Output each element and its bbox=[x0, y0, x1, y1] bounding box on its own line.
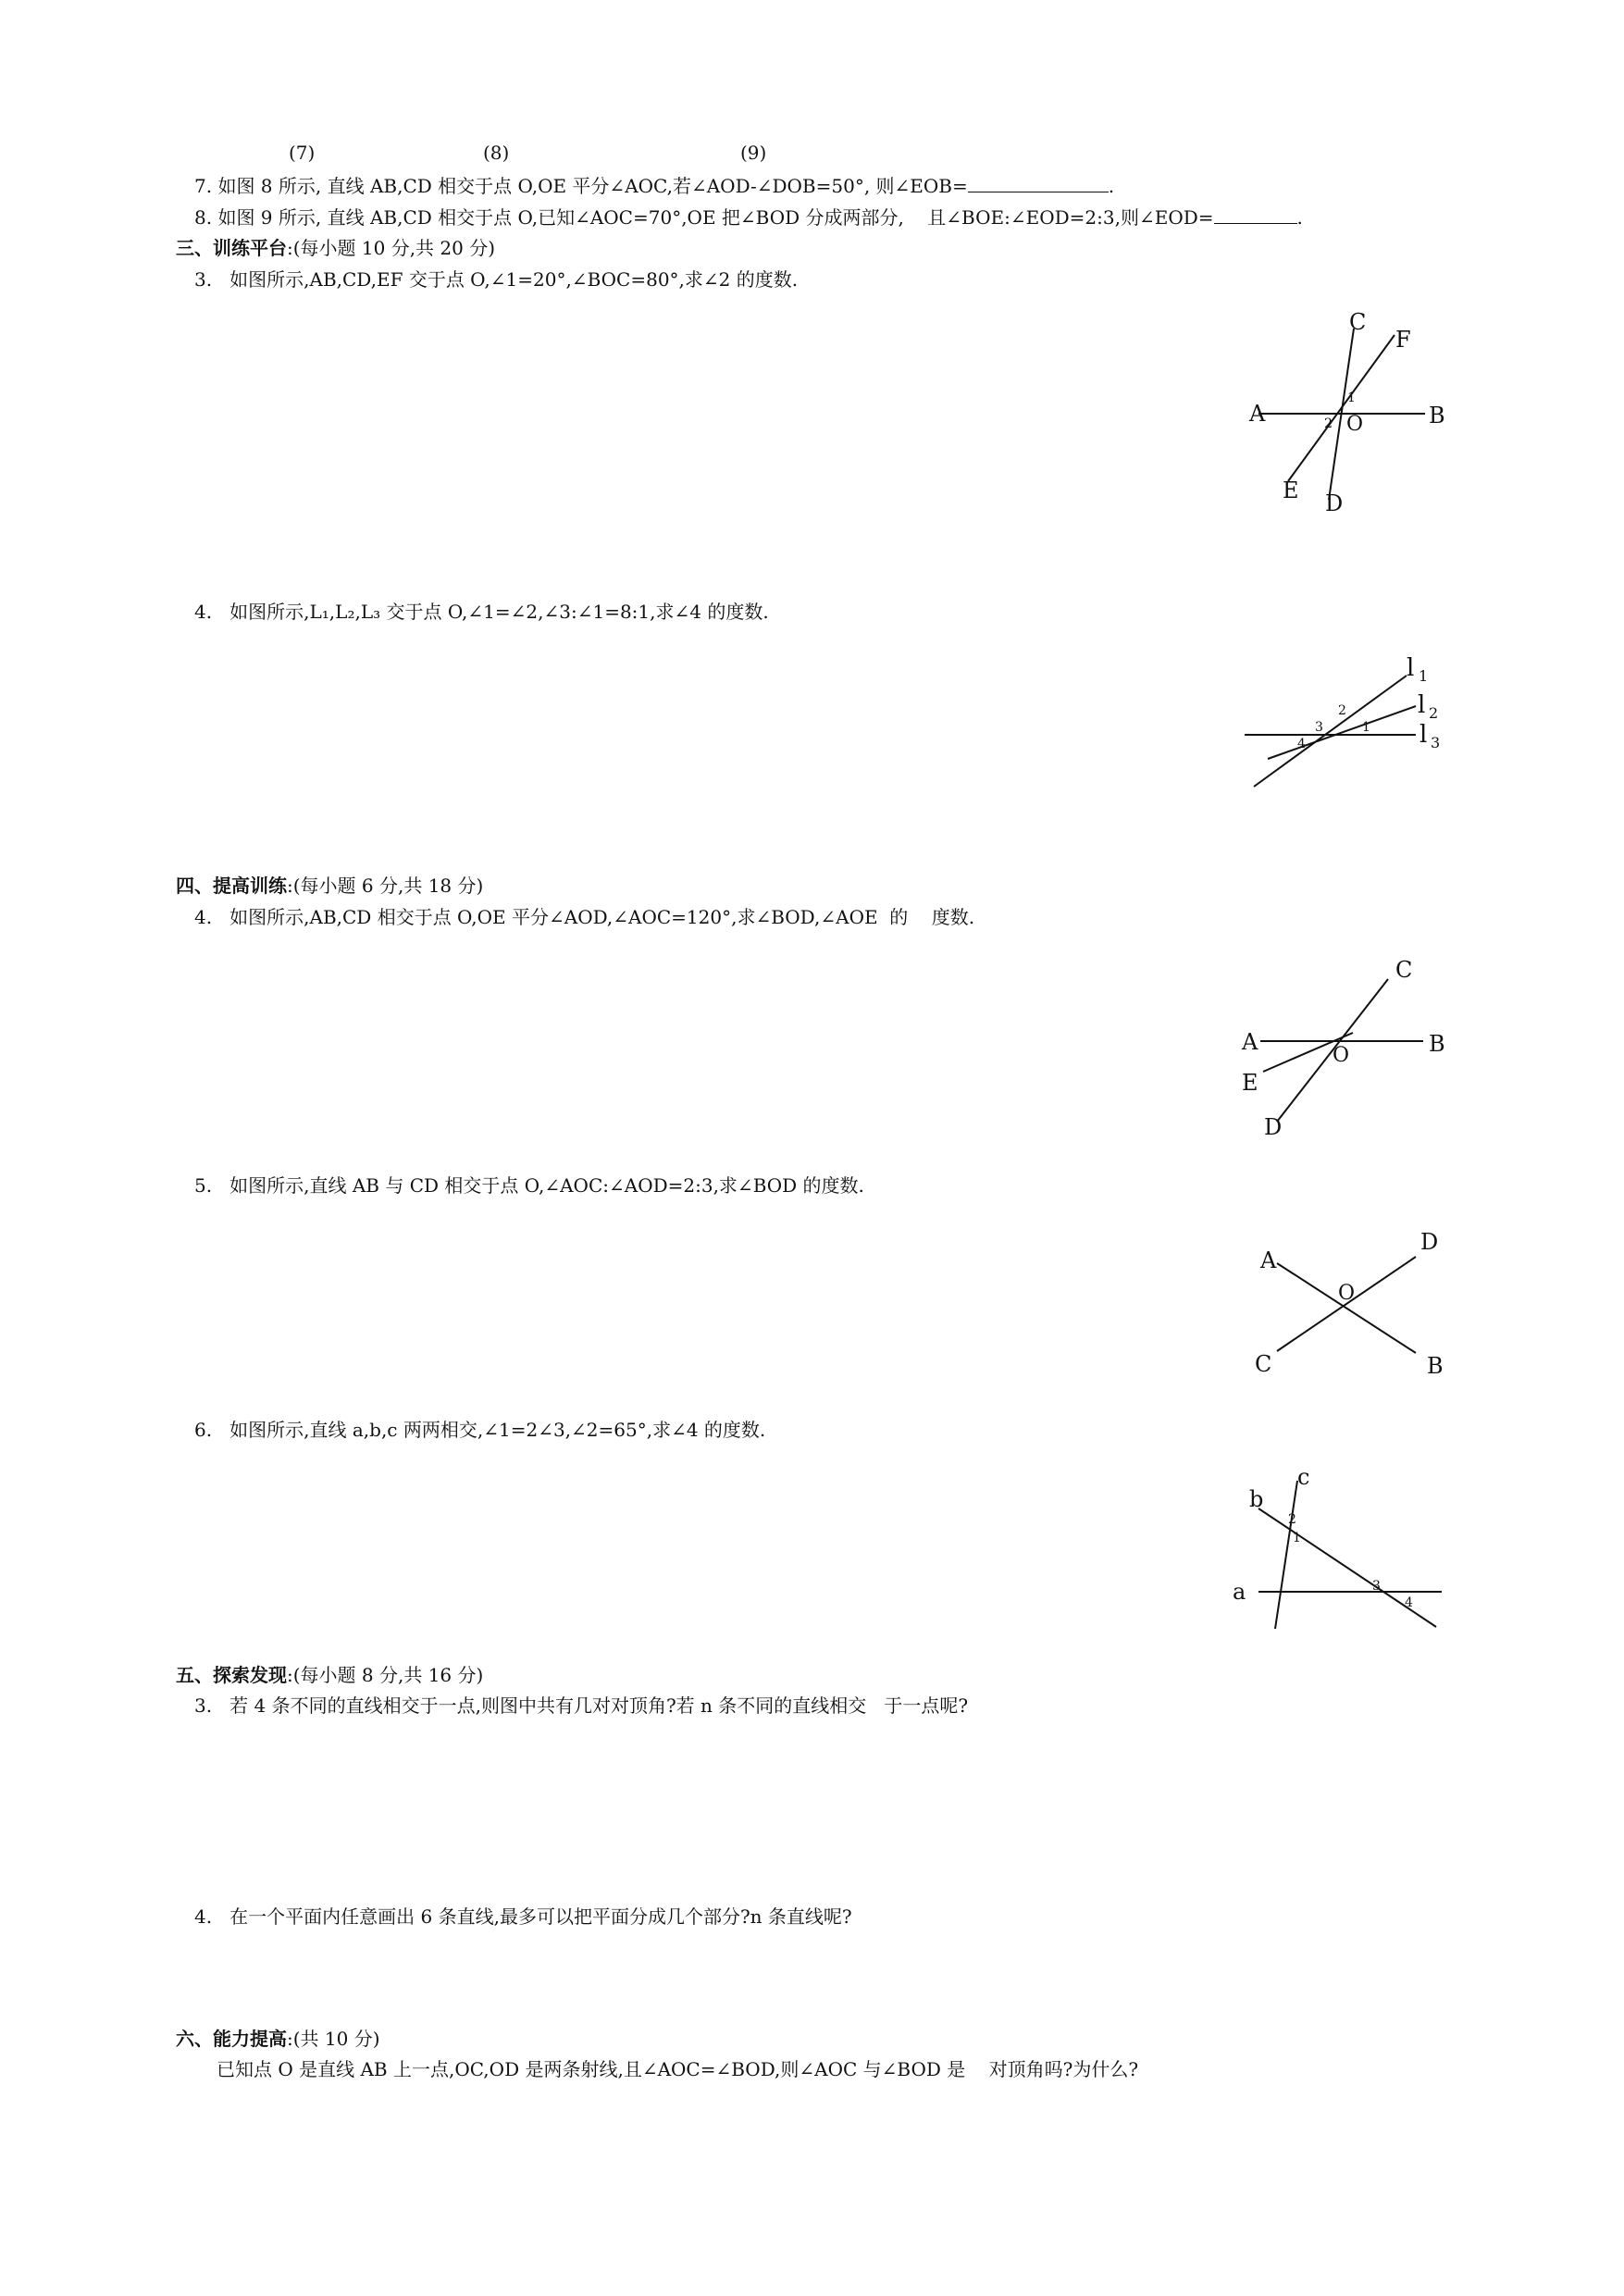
s5-question-3: 3. 若 4 条不同的直线相交于一点,则图中共有几对对顶角?若 n 条不同的直线相交 于一点呢? bbox=[194, 1694, 969, 1717]
figure-intersecting-lines-abcdef bbox=[1231, 305, 1453, 518]
label-l3: l bbox=[1419, 721, 1428, 749]
s3-question-3: 3. 如图所示,AB,CD,EF 交于点 O,∠1=20°,∠BOC=80°,求∠2 的度数. bbox=[194, 268, 799, 291]
s3-question-4: 4. 如图所示,L₁,L₂,L₃ 交于点 O,∠1=∠2,∠3:∠1=8:1,求∠4 的度数. bbox=[194, 601, 769, 623]
angle-1: 1 bbox=[1293, 1531, 1301, 1545]
s4-question-4: 4. 如图所示,AB,CD 相交于点 O,OE 平分∠AOD,∠AOC=120°,求∠BOD,∠AOE 的 度数. bbox=[194, 906, 975, 928]
figure-lines-aboe bbox=[1231, 953, 1462, 1138]
angle-2: 2 bbox=[1338, 703, 1346, 718]
label-f: F bbox=[1395, 327, 1411, 353]
label-l1: l bbox=[1407, 654, 1415, 682]
label-b: b bbox=[1249, 1486, 1264, 1512]
section-heading-4: 四、提高训练:(每小题 6 分,共 18 分) bbox=[176, 875, 484, 897]
s4-question-5: 5. 如图所示,直线 AB 与 CD 相交于点 O,∠AOC:∠AOD=2:3,求∠BOD 的度数. bbox=[194, 1174, 864, 1197]
question-8: 8. 如图 9 所示, 直线 AB,CD 相交于点 O,已知∠AOC=70°,OE 把∠BOD 分成两部分, 且∠BOE:∠EOD=2:3,则∠EOD= . bbox=[194, 206, 1303, 229]
label-a: A bbox=[1249, 401, 1266, 427]
answer-blank bbox=[1214, 206, 1297, 224]
svg-text:2: 2 bbox=[1429, 704, 1439, 722]
angle-2: 2 bbox=[1324, 416, 1333, 431]
section-heading-5: 五、探索发现:(每小题 8 分,共 16 分) bbox=[176, 1664, 484, 1686]
angle-1: 1 bbox=[1347, 391, 1356, 405]
label-c: C bbox=[1349, 309, 1367, 335]
label-l2: l bbox=[1418, 691, 1426, 719]
figure-lines-ab-cd-x bbox=[1231, 1222, 1462, 1388]
line-ab bbox=[1277, 1263, 1416, 1353]
section-heading-6: 六、能力提高:(共 10 分) bbox=[176, 2028, 380, 2050]
label-o: O bbox=[1338, 1282, 1356, 1305]
angle-4: 4 bbox=[1297, 737, 1306, 751]
s5-question-4: 4. 在一个平面内任意画出 6 条直线,最多可以把平面分成几个部分?n 条直线呢? bbox=[194, 1905, 852, 1928]
label-b: B bbox=[1429, 403, 1445, 428]
label-c: c bbox=[1297, 1464, 1310, 1490]
angle-2: 2 bbox=[1288, 1512, 1296, 1527]
label-o: O bbox=[1333, 1044, 1350, 1067]
label-e: E bbox=[1242, 1070, 1258, 1096]
label-o: O bbox=[1346, 413, 1364, 436]
label-c: C bbox=[1395, 957, 1413, 983]
label-e: E bbox=[1283, 478, 1299, 503]
label-b: B bbox=[1429, 1031, 1445, 1057]
angle-3: 3 bbox=[1315, 720, 1323, 735]
line-ef bbox=[1288, 335, 1395, 481]
figure-lines-abc-triangle bbox=[1231, 1462, 1462, 1638]
angle-3: 3 bbox=[1372, 1579, 1381, 1594]
svg-text:3: 3 bbox=[1431, 734, 1441, 751]
label-a: A bbox=[1242, 1029, 1258, 1055]
angle-1: 1 bbox=[1362, 720, 1370, 735]
label-b: B bbox=[1427, 1353, 1444, 1379]
label-a: a bbox=[1233, 1579, 1246, 1605]
figure-label-7: (7) bbox=[289, 142, 316, 164]
s4-question-6: 6. 如图所示,直线 a,b,c 两两相交,∠1=2∠3,∠2=65°,求∠4 的度数. bbox=[194, 1419, 766, 1441]
label-a: A bbox=[1260, 1247, 1277, 1273]
line-c bbox=[1275, 1481, 1297, 1629]
line-l1 bbox=[1254, 676, 1407, 787]
label-d: D bbox=[1325, 490, 1344, 516]
svg-text:1: 1 bbox=[1419, 667, 1429, 685]
label-d: D bbox=[1420, 1229, 1439, 1255]
answer-blank bbox=[968, 175, 1109, 192]
figure-three-lines-l1l2l3 bbox=[1231, 639, 1462, 796]
section-heading-3: 三、训练平台:(每小题 10 分,共 20 分) bbox=[176, 237, 496, 259]
figure-label-9: (9) bbox=[740, 142, 767, 164]
label-d: D bbox=[1264, 1114, 1283, 1140]
figure-label-8: (8) bbox=[483, 142, 510, 164]
s6-question: 已知点 O 是直线 AB 上一点,OC,OD 是两条射线,且∠AOC=∠BOD,则∠AOC 与∠BOD 是 对顶角吗?为什么? bbox=[217, 2058, 1139, 2080]
question-7: 7. 如图 8 所示, 直线 AB,CD 相交于点 O,OE 平分∠AOC,若∠AOD-∠DOB=50°, 则∠EOB= . bbox=[194, 175, 1115, 197]
angle-4: 4 bbox=[1405, 1595, 1413, 1610]
label-c: C bbox=[1255, 1351, 1272, 1377]
